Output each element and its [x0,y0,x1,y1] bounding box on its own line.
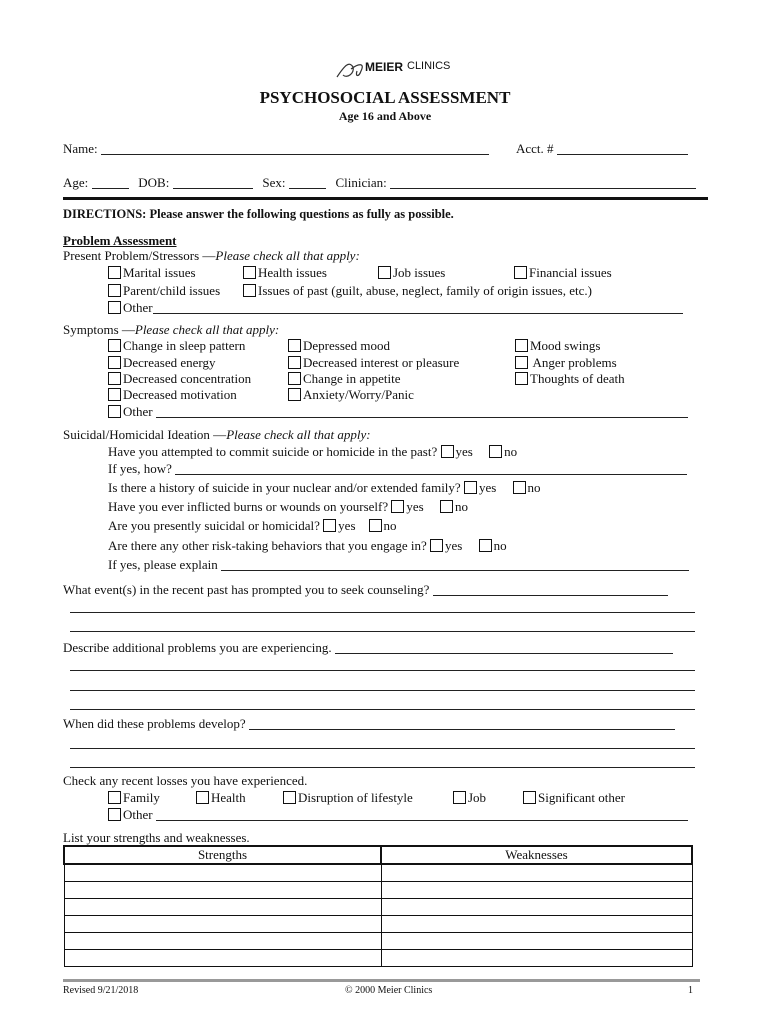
weakness-cell[interactable] [381,864,692,882]
table-header [64,846,692,864]
answer-field[interactable] [433,583,668,596]
loss-option[interactable] [523,790,625,806]
checkbox[interactable] [288,388,301,401]
name-row [63,141,489,157]
option-label: Health issues [258,265,327,280]
sex-field[interactable] [289,176,326,189]
checkbox[interactable] [288,339,301,352]
no-checkbox[interactable] [489,445,502,458]
suicidal-prompt-italic: Please check all that apply: [226,427,371,442]
suicidal-followup-5 [108,557,689,573]
option-label: Job [468,790,487,805]
other-field[interactable] [153,301,683,314]
option-label: Change in sleep pattern [123,338,246,353]
acct-row [516,141,688,157]
weakness-cell[interactable] [381,916,692,933]
symptoms-prompt [63,322,279,338]
yes-label: yes [478,480,497,495]
checkbox[interactable] [108,388,121,401]
problem-option[interactable] [514,265,612,281]
followup-text: If yes, how? [108,461,172,476]
age-field[interactable] [92,176,129,189]
answer-line[interactable] [70,690,695,691]
checkbox[interactable] [283,791,296,804]
page-subtitle: Age 16 and Above [338,109,432,123]
no-label: no [455,499,468,514]
clinic-logo [335,57,451,87]
answer-line[interactable] [70,767,695,768]
dob-field[interactable] [173,176,253,189]
table-row [64,899,692,916]
question-text: What event(s) in the recent past has prompted you to seek counseling? [63,582,430,597]
table-row [64,933,692,950]
checkbox[interactable] [243,266,256,279]
no-label: no [383,518,397,533]
option-label: Health [211,790,246,805]
no-label: no [527,480,541,495]
checkbox[interactable] [514,266,527,279]
strength-cell[interactable] [64,882,381,899]
symptom-option[interactable] [288,387,414,403]
answer-line[interactable] [70,612,695,613]
weakness-cell[interactable] [381,933,692,950]
symptoms-prompt-italic: Please check all that apply: [134,322,280,337]
loss-option[interactable] [283,790,413,806]
question-text: Are there any other risk-taking behaviors that you engage in? [108,538,427,553]
option-label: Change in appetite [303,371,401,386]
yes-label: yes [406,499,424,514]
checkbox[interactable] [453,791,466,804]
suicidal-prompt-text: Suicidal/Homicidal Ideation — [63,427,227,442]
table-row [64,916,692,933]
yes-checkbox[interactable] [323,519,336,532]
loss-option[interactable] [453,790,486,806]
followup-text: If yes, please explain [108,557,218,572]
option-label: Decreased motivation [123,387,237,402]
option-label: Financial issues [529,265,612,280]
suicidal-question-1 [108,444,517,460]
loss-option[interactable] [196,790,246,806]
logo-wordmark-2: CLINICS [407,60,451,72]
answer-line[interactable] [70,748,695,749]
question-text: Describe additional problems you are experiencing. [63,640,332,655]
problem-option[interactable] [243,283,592,299]
revised-date: Revised 9/21/2018 [63,985,139,996]
page-number: 1 [688,985,693,996]
option-label: Marital issues [123,265,196,280]
page-title: PSYCHOSOCIAL ASSESSMENT [259,88,511,107]
yes-checkbox[interactable] [430,539,443,552]
yes-label: yes [338,518,356,533]
option-label: Decreased concentration [123,371,252,386]
additional-question [63,640,673,656]
symptom-option[interactable] [108,355,216,371]
option-label: Thoughts of death [530,371,625,386]
option-label: Disruption of lifestyle [298,790,413,805]
checkbox[interactable] [515,372,528,385]
problem-prompt-italic: Please check all that apply: [215,248,360,263]
table-row [64,882,692,899]
problem-option[interactable] [108,283,220,299]
checkbox[interactable] [108,356,121,369]
table-row [64,950,692,967]
weakness-cell[interactable] [381,950,692,967]
question-text: Have you attempted to commit suicide or homicide in the past? [108,444,438,459]
checkbox[interactable] [378,266,391,279]
option-label: Decreased energy [123,355,216,370]
symptom-option[interactable] [515,355,617,371]
dob-label: DOB: [138,175,170,190]
followup-field[interactable] [221,558,689,571]
yes-checkbox[interactable] [391,500,404,513]
age-label: Age: [63,175,89,190]
no-label: no [493,538,507,553]
checkbox[interactable] [108,266,121,279]
answer-field[interactable] [249,717,675,730]
option-label: Other [123,807,153,822]
problem-option-other[interactable] [108,300,683,316]
directions: DIRECTIONS: Please answer the following questions as fully as possible. [63,207,454,221]
loss-option-other[interactable] [108,807,688,823]
question-text: Is there a history of suicide in your nuclear and/or extended family? [108,480,461,495]
problem-option[interactable] [243,265,327,281]
symptom-option[interactable] [288,371,400,387]
option-label: Decreased interest or pleasure [303,355,460,370]
section-divider [63,197,708,200]
symptom-option[interactable] [108,371,251,387]
strength-cell[interactable] [64,899,381,916]
yes-checkbox[interactable] [441,445,454,458]
option-label: Anger problems [532,355,617,370]
suicidal-followup-1 [108,461,687,477]
option-label: Significant other [538,790,626,805]
option-label: Mood swings [530,338,601,353]
option-label: Anxiety/Worry/Panic [303,387,414,402]
name-field[interactable] [101,142,489,155]
symptom-option[interactable] [108,387,237,403]
yes-checkbox[interactable] [464,481,477,494]
strength-cell[interactable] [64,864,381,882]
option-label: Depressed mood [303,338,391,353]
symptoms-prompt-text: Symptoms — [63,322,135,337]
sex-label: Sex: [262,175,286,190]
when-question [63,716,675,732]
option-label: Issues of past (guilt, abuse, neglect, family of origin issues, etc.) [258,283,592,298]
checkbox[interactable] [108,808,121,821]
checkbox[interactable] [108,405,121,418]
copyright: © 2000 Meier Clinics [345,985,433,996]
strengths-weaknesses-table [63,845,693,967]
loss-option[interactable] [108,790,160,806]
checkbox[interactable] [108,372,121,385]
events-question [63,582,668,598]
weakness-cell[interactable] [381,899,692,916]
checkbox[interactable] [515,339,528,352]
question-text: Are you presently suicidal or homicidal? [108,518,320,533]
suicidal-question-4 [108,518,397,534]
answer-line[interactable] [70,670,695,671]
checkbox[interactable] [523,791,536,804]
option-label: Other [123,300,153,315]
suicidal-question-3 [108,499,468,515]
footer-divider [63,979,700,982]
question-text: When did these problems develop? [63,716,246,731]
checkbox[interactable] [108,791,121,804]
answer-line[interactable] [70,631,695,632]
option-label: Job issues [393,265,446,280]
logo-wordmark: MEIER [365,60,404,74]
yes-label: yes [455,444,473,459]
losses-prompt: Check any recent losses you have experienced. [63,773,308,788]
followup-field[interactable] [175,462,687,475]
checkbox[interactable] [515,356,528,369]
checkbox[interactable] [108,301,121,314]
checkbox[interactable] [288,356,301,369]
strength-cell[interactable] [64,933,381,950]
yes-label: yes [445,538,463,553]
table-row [64,864,692,882]
symptom-option[interactable] [515,371,625,387]
no-checkbox[interactable] [479,539,492,552]
suicidal-question-5 [108,538,507,554]
checkbox[interactable] [108,284,121,297]
other-field[interactable] [156,405,688,418]
problem-prompt-text: Present Problem/Stressors — [63,248,216,263]
checkbox[interactable] [108,339,121,352]
suicidal-question-2 [108,480,541,496]
symptom-option[interactable] [288,355,459,371]
weakness-cell[interactable] [381,882,692,899]
clinician-field[interactable] [390,176,696,189]
acct-label: Acct. # [516,141,554,156]
acct-field[interactable] [557,142,688,155]
problem-option[interactable] [108,265,196,281]
name-label: Name: [63,141,98,156]
option-label: Family [123,790,160,805]
weaknesses-header: Weaknesses [381,846,692,864]
symptom-option[interactable] [515,338,600,354]
strength-cell[interactable] [64,916,381,933]
checkbox[interactable] [288,372,301,385]
no-checkbox[interactable] [440,500,453,513]
option-label: Parent/child issues [123,283,221,298]
other-field[interactable] [156,808,688,821]
no-label: no [504,444,518,459]
problem-prompt [63,248,360,264]
no-checkbox[interactable] [369,519,382,532]
suicidal-prompt [63,427,371,443]
symptom-option-other[interactable] [108,404,688,420]
no-checkbox[interactable] [513,481,526,494]
checkbox[interactable] [243,284,256,297]
problem-heading: Problem Assessment [63,233,177,248]
strengths-header: Strengths [64,846,381,864]
strength-cell[interactable] [64,950,381,967]
symptom-option[interactable] [288,338,390,354]
clinician-label: Clinician: [335,175,387,190]
strengths-prompt: List your strengths and weaknesses. [63,830,250,845]
answer-line[interactable] [70,709,695,710]
answer-field[interactable] [335,641,673,654]
problem-option[interactable] [378,265,445,281]
option-label: Other [123,404,153,419]
demographics-row [63,175,696,191]
checkbox[interactable] [196,791,209,804]
question-text: Have you ever inflicted burns or wounds on yourself? [108,499,389,514]
symptom-option[interactable] [108,338,245,354]
